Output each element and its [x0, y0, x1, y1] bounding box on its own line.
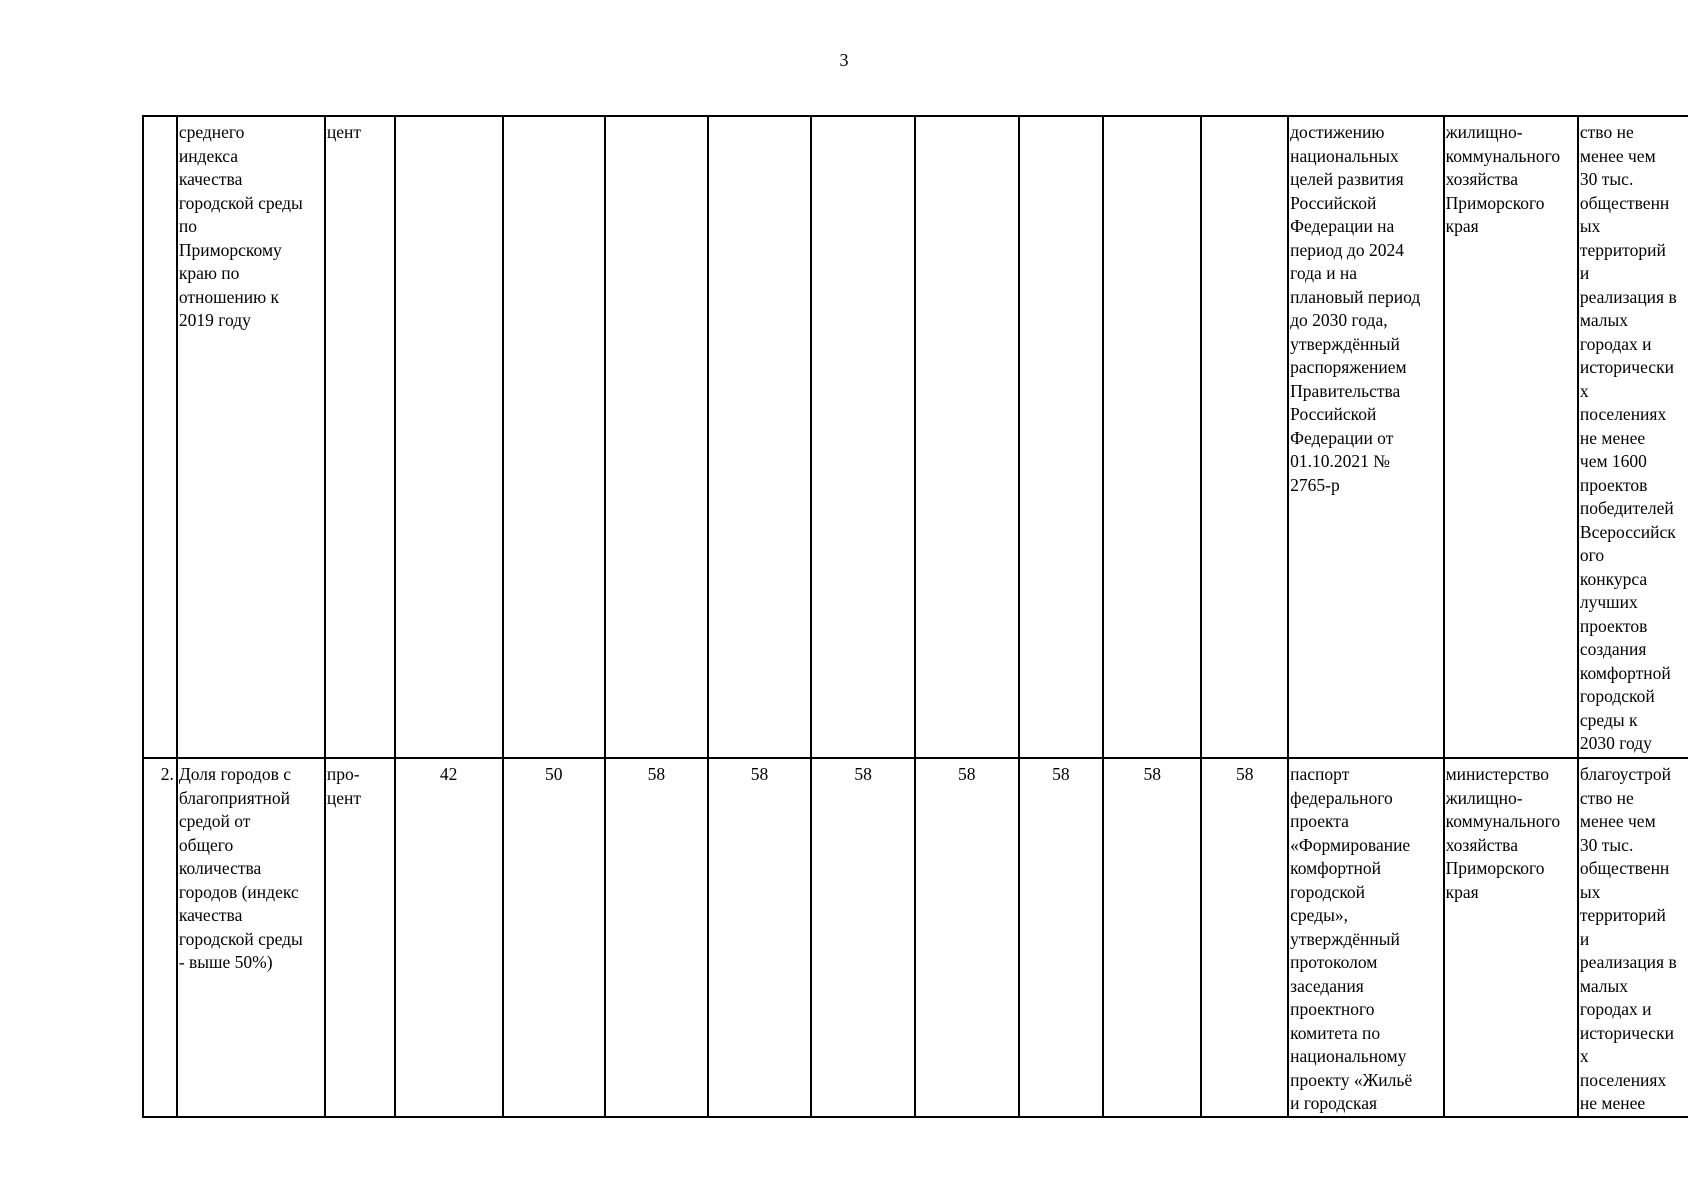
value-cell — [708, 116, 812, 758]
table-row — [143, 758, 1688, 1117]
table-row — [143, 116, 1688, 758]
value-cell — [1103, 116, 1201, 758]
value-cell: 42 — [395, 758, 503, 1117]
row-index: 2. — [143, 758, 177, 1117]
unit-cell: цент — [325, 116, 395, 758]
page-number: 3 — [839, 50, 849, 70]
value-cell — [1201, 116, 1288, 758]
responsible-cell: министерство жилищно- коммунального хозяйства Приморского края — [1444, 758, 1578, 1117]
indicator-name: среднего индекса качества городской среды по Приморскому краю по отношению к 2019 году — [177, 116, 325, 758]
indicator-name: Доля городов с благоприятной средой от общего количества городов (индекс качества городской среды - выше 50%) — [177, 758, 325, 1117]
source-document-cell: достижению национальных целей развития Российской Федерации на период до 2024 года и на плановый период до 2030 года, утверждённый распоряжением Правительства Российской Федерации от 01.10.2021 № 2765-р — [1288, 116, 1443, 758]
result-cell: благоустрой ство не менее чем 30 тыс. общественн ых территорий и реализация в малых городах и исторически х поселениях не менее — [1578, 758, 1688, 1117]
value-cell: 58 — [605, 758, 708, 1117]
value-cell: 58 — [811, 758, 915, 1117]
value-cell — [605, 116, 708, 758]
value-cell — [1019, 116, 1104, 758]
value-cell: 58 — [915, 758, 1019, 1117]
value-cell: 58 — [708, 758, 812, 1117]
value-cell: 58 — [1103, 758, 1201, 1117]
responsible-cell: жилищно- коммунального хозяйства Приморского края — [1444, 116, 1578, 758]
value-cell — [811, 116, 915, 758]
value-cell: 58 — [1201, 758, 1288, 1117]
row-index — [143, 116, 177, 758]
value-cell — [395, 116, 503, 758]
value-cell — [503, 116, 606, 758]
result-cell: ство не менее чем 30 тыс. общественн ых территорий и реализация в малых городах и исторически х поселениях не менее чем 1600 проектов победителей Всероссийск ого конкурса лучших проектов создания комфортной городской среды к 2030 году — [1578, 116, 1688, 758]
source-document-cell: паспорт федерального проекта «Формирование комфортной городской среды», утверждённый протоколом заседания проектного комитета по национальному проекту «Жильё и городская — [1288, 758, 1443, 1117]
value-cell: 50 — [503, 758, 606, 1117]
indicators-table — [142, 115, 1688, 1118]
value-cell — [915, 116, 1019, 758]
unit-cell: про- цент — [325, 758, 395, 1117]
value-cell: 58 — [1019, 758, 1104, 1117]
